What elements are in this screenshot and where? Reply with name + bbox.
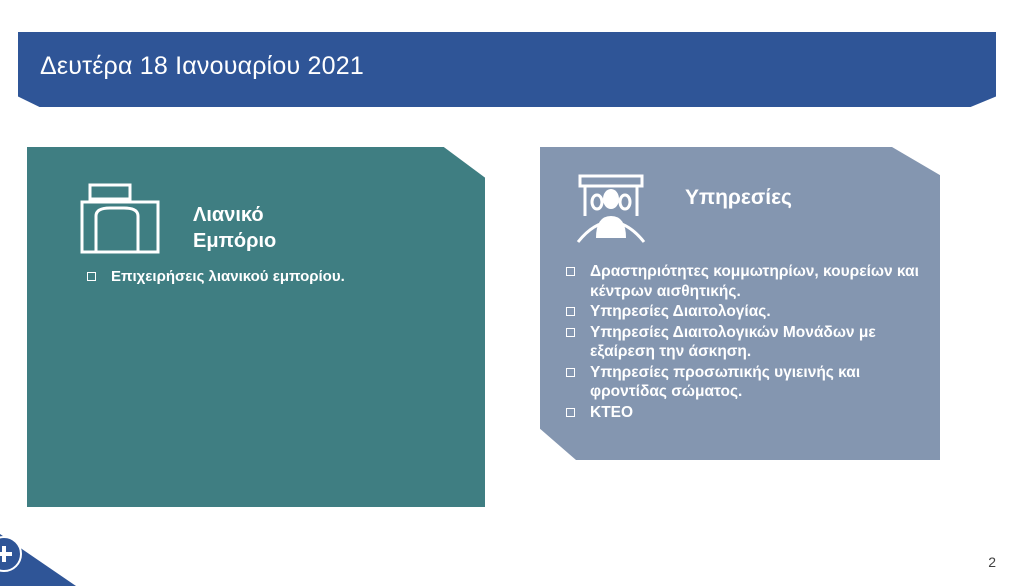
list-item	[562, 363, 934, 402]
square-bullet-icon	[87, 272, 96, 281]
list-item	[562, 262, 934, 301]
list-item-label: Υπηρεσίες Διαιτολογικών Μονάδων με εξαίρεση την άσκηση.	[590, 323, 876, 360]
personal-services-icon	[572, 172, 658, 254]
retail-bullet-list	[83, 267, 463, 288]
square-bullet-icon	[566, 267, 575, 276]
square-bullet-icon	[566, 307, 575, 316]
square-bullet-icon	[566, 328, 575, 337]
title-banner	[18, 32, 996, 107]
list-item-label: ΚΤΕΟ	[590, 403, 634, 421]
retail-heading-line-1: Λιανικό	[193, 204, 264, 226]
square-bullet-icon	[566, 368, 575, 377]
list-item	[83, 267, 463, 287]
list-item	[562, 403, 934, 423]
services-panel	[540, 147, 940, 460]
list-item-label: Δραστηριότητες κομμωτηρίων, κουρείων και κέντρων αισθητικής.	[590, 263, 919, 300]
logo-fragment	[0, 534, 76, 586]
retail-panel-heading	[193, 202, 276, 254]
logo-cross-horizontal	[0, 552, 12, 556]
list-item-label: Επιχειρήσεις λιανικού εμπορίου.	[111, 268, 345, 285]
page-number: 2	[988, 554, 996, 570]
list-item	[562, 302, 934, 322]
retail-panel	[27, 147, 485, 507]
retail-heading-line-2: Εμπόριο	[193, 230, 277, 252]
list-item-label: Υπηρεσίες Διαιτολογίας.	[590, 303, 771, 320]
page-title: Δευτέρα 18 Ιανουαρίου 2021	[40, 52, 364, 80]
services-panel-heading: Υπηρεσίες	[685, 186, 792, 209]
services-bullet-list	[562, 262, 934, 423]
square-bullet-icon	[566, 408, 575, 417]
briefcase-icon	[79, 182, 161, 262]
list-item	[562, 323, 934, 362]
list-item-label: Υπηρεσίες προσωπικής υγιεινής και φροντίδας σώματος.	[590, 363, 861, 400]
